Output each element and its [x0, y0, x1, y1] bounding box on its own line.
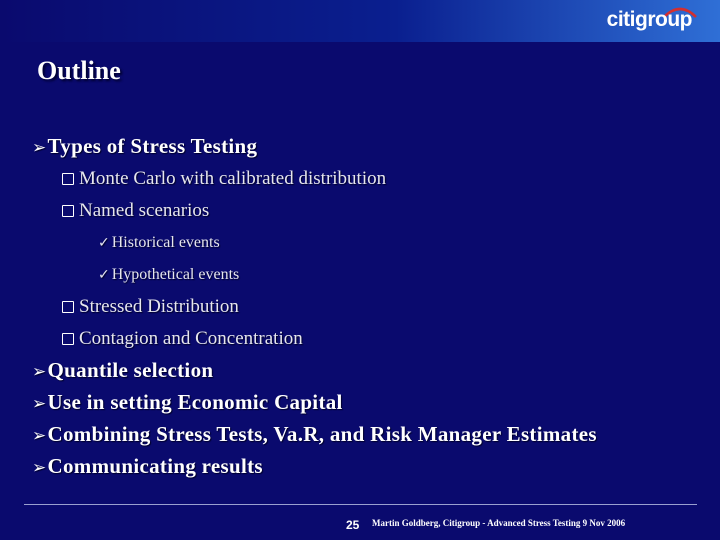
bullet-types-of-stress-testing: ➢Types of Stress Testing: [32, 134, 258, 158]
arrow-bullet-icon: ➢: [32, 458, 47, 478]
bullet-quantile-selection: ➢Quantile selection: [32, 358, 214, 382]
citigroup-logo: citigroup: [606, 8, 692, 31]
square-bullet-icon: [62, 205, 74, 217]
footer-divider: [24, 504, 697, 505]
checkmark-icon: ✓: [98, 235, 110, 251]
check-item-historical-events: ✓ Historical events: [98, 234, 220, 251]
bullet-communicating-results: ➢Communicating results: [32, 454, 263, 478]
arrow-bullet-icon: ➢: [32, 362, 47, 382]
check-item-hypothetical-events: ✓ Hypothetical events: [98, 266, 240, 283]
sub-bullet-named-scenarios: Named scenarios: [62, 200, 209, 222]
arrow-bullet-icon: ➢: [32, 394, 47, 414]
bullet-combining-stress-tests: ➢Combining Stress Tests, Va.R, and Risk Manager Estimates: [32, 422, 597, 446]
arrow-bullet-icon: ➢: [32, 426, 47, 446]
sub-bullet-monte-carlo: Monte Carlo with calibrated distribution: [62, 168, 386, 190]
checkmark-icon: ✓: [98, 267, 110, 283]
square-bullet-icon: [62, 173, 74, 185]
footer-caption: Martin Goldberg, Citigroup - Advanced Stress Testing 9 Nov 2006: [372, 518, 626, 528]
slide-title: Outline: [37, 56, 121, 85]
square-bullet-icon: [62, 301, 74, 313]
sub-bullet-stressed-distribution: Stressed Distribution: [62, 296, 239, 318]
page-number: 25: [346, 518, 360, 532]
bullet-economic-capital: ➢Use in setting Economic Capital: [32, 390, 343, 414]
arrow-bullet-icon: ➢: [32, 138, 47, 158]
sub-bullet-contagion: Contagion and Concentration: [62, 328, 303, 350]
square-bullet-icon: [62, 333, 74, 345]
